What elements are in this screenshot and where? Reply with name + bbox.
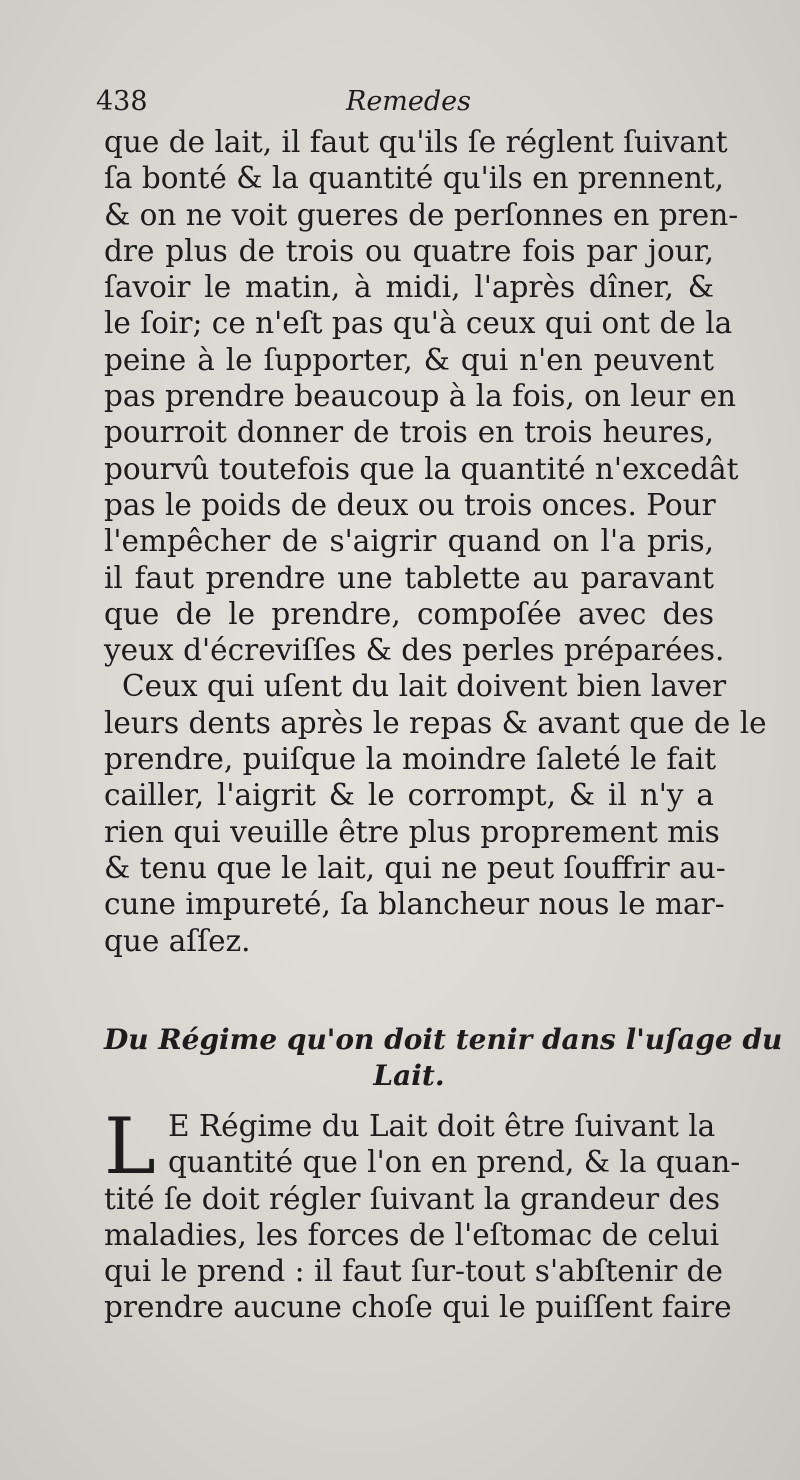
drop-cap: L	[104, 1102, 156, 1192]
text-line: prendre, puiſque la moindre ſaleté le fait	[104, 742, 717, 777]
body-text	[104, 124, 767, 959]
text-line: que aſſez.	[104, 923, 251, 958]
text-line: pourroit donner de trois en trois heures,	[104, 415, 714, 450]
text-line: pourvû toutefois que la quantité n'excedât	[104, 451, 739, 486]
heading-line: Lait.	[373, 1059, 445, 1092]
heading-line: Du Régime qu'on doit tenir dans l'uſage du	[104, 1023, 783, 1056]
page-header	[96, 86, 716, 126]
text-line: prendre aucune choſe qui le puiſſent faire	[104, 1290, 732, 1325]
running-title: Remedes	[346, 86, 472, 117]
text-line: Ceux qui uſent du lait doivent bien laver	[122, 669, 727, 704]
text-line: quantité que l'on en prend, & la quan-	[168, 1145, 741, 1180]
text-line: le ſoir; ce n'eſt pas qu'à ceux qui ont de la	[104, 306, 733, 341]
text-line: cune impureté, ſa blancheur nous le mar-	[104, 887, 725, 922]
text-line: que de le prendre, compoſée avec des	[104, 596, 714, 631]
section-heading	[104, 1022, 783, 1094]
text-line: ſa bonté & la quantité qu'ils en prennent,	[104, 161, 725, 196]
text-line: peine à le ſupporter, & qui n'en peuvent	[104, 342, 714, 377]
text-line: & tenu que le lait, qui ne peut ſouffrir au-	[104, 850, 726, 885]
text-line: rien qui veuille être plus proprement mis	[104, 814, 720, 849]
text-line: leurs dents après le repas & avant que de le	[104, 705, 767, 740]
text-line: yeux d'écreviſſes & des perles préparées.	[104, 633, 725, 668]
text-line: maladies, les forces de l'eſtomac de celui	[104, 1217, 720, 1252]
text-line: dre plus de trois ou quatre fois par jour,	[104, 233, 714, 268]
text-line: l'empêcher de s'aigrir quand on l'a pris,	[104, 524, 714, 559]
text-line: pas le poids de deux ou trois onces. Pour	[104, 487, 716, 522]
text-line: qui le prend : il faut ſur-tout s'abſtenir de	[104, 1254, 724, 1289]
text-line: & on ne voit gueres de perſonnes en pren-	[104, 197, 739, 232]
text-line: ſavoir le matin, à midi, l'après dîner, &	[104, 270, 714, 305]
text-line: E Régime du Lait doit être ſuivant la	[168, 1109, 716, 1143]
text-line: cailler, l'aigrit & le corrompt, & il n'y a	[104, 778, 714, 813]
page-number: 438	[96, 86, 148, 117]
text-line: tité ſe doit régler ſuivant la grandeur des	[104, 1181, 720, 1216]
text-line: il faut prendre une tablette au paravant	[104, 560, 714, 595]
text-line: que de lait, il faut qu'ils ſe réglent ſuivant	[104, 125, 728, 159]
text-line: pas prendre beaucoup à la fois, on leur en	[104, 379, 737, 414]
section-text	[104, 1102, 741, 1326]
